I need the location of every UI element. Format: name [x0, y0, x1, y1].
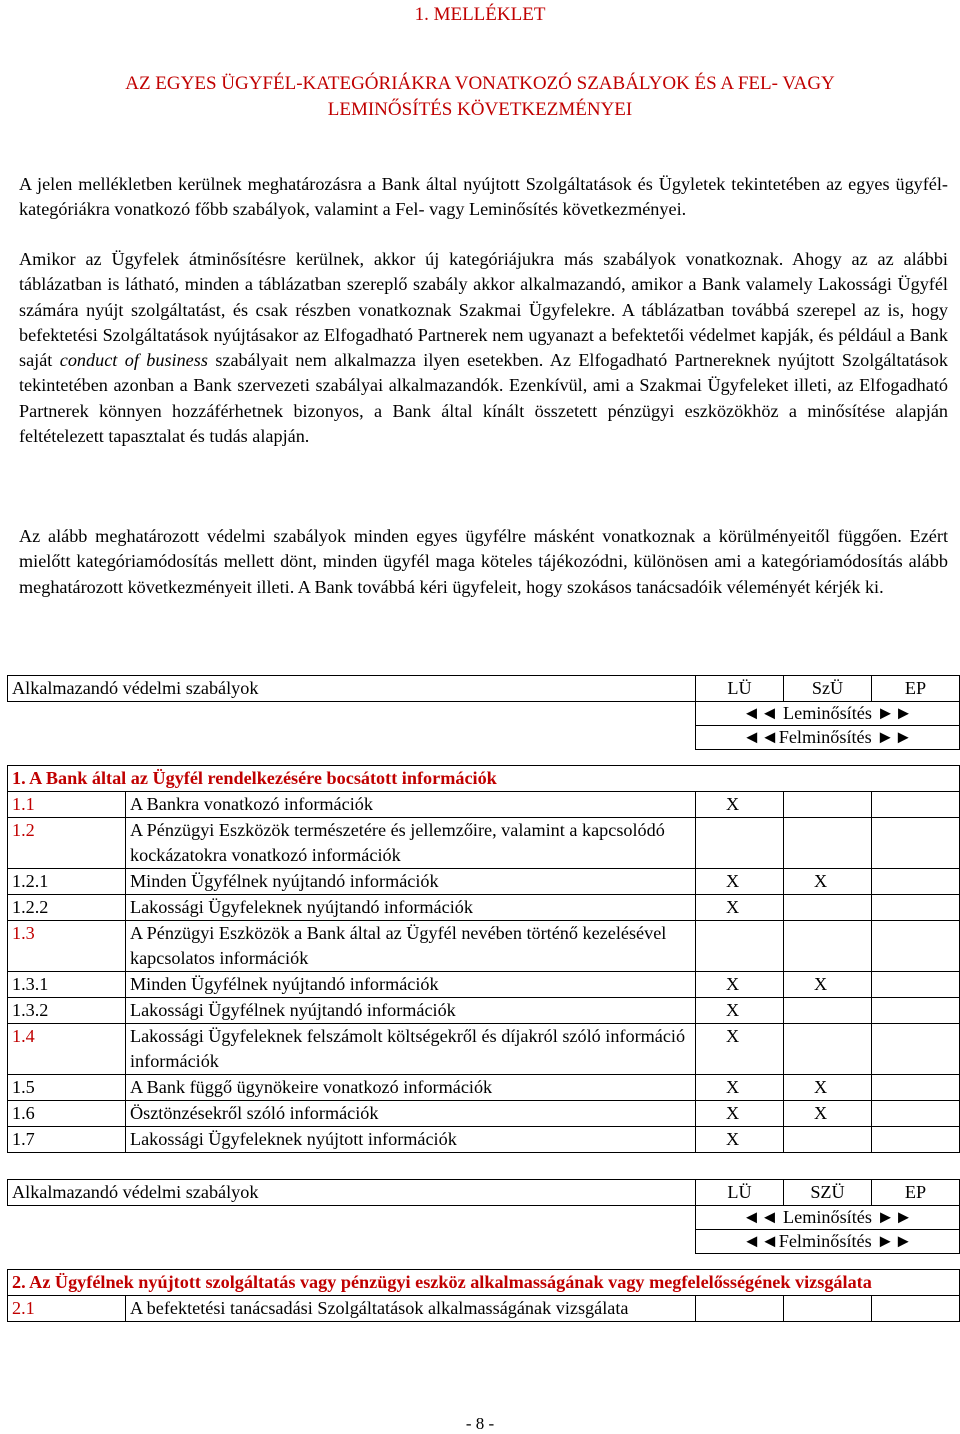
- row-number: 1.2.1: [8, 869, 126, 895]
- row-description: Lakossági Ügyfeleknek nyújtandó információk: [126, 895, 696, 921]
- table-row: [8, 972, 960, 998]
- row-lu-mark: X: [696, 792, 784, 818]
- row-ep-mark: [872, 895, 960, 921]
- table-row: [8, 1127, 960, 1153]
- main-title-line1: AZ EGYES ÜGYFÉL-KATEGÓRIÁKRA VONATKOZÓ SZABÁLYOK ÉS A FEL- VAGY: [125, 73, 835, 94]
- table-row: [8, 895, 960, 921]
- row-ep-mark: [872, 1075, 960, 1101]
- row-number: 1.4: [8, 1024, 126, 1075]
- row-lu-mark: X: [696, 1075, 784, 1101]
- row-description: Lakossági Ügyfeleknek nyújtott információk: [126, 1127, 696, 1153]
- rules-paragraph-lead: Amikor az Ügyfelek átminősítésre kerülnek, akkor új kategóriájukra más szabályok vonatkoznak.: [19, 249, 784, 269]
- row-ep-mark: [872, 1024, 960, 1075]
- table1-upgrade-label: ◄◄Felminősítés ►►: [696, 726, 960, 750]
- row-ep-mark: [872, 972, 960, 998]
- annex-title: 1. MELLÉKLET: [414, 4, 546, 25]
- row-number: 1.2: [8, 818, 126, 869]
- row-lu-mark: X: [696, 895, 784, 921]
- table1-downgrade-label: ◄◄ Leminősítés ►►: [696, 702, 960, 726]
- table1-col-ep: EP: [872, 676, 960, 702]
- row-ep-mark: [872, 792, 960, 818]
- row-number: 1.2.2: [8, 895, 126, 921]
- table1-header-label: Alkalmazandó védelmi szabályok: [8, 676, 696, 702]
- row-szu-mark: X: [784, 972, 872, 998]
- row-description: Ösztönzésekről szóló információk: [126, 1101, 696, 1127]
- row-lu-mark: X: [696, 1127, 784, 1153]
- row-lu-mark: X: [696, 1101, 784, 1127]
- row-szu-mark: [784, 1127, 872, 1153]
- table1-section-title: 1. A Bank által az Ügyfél rendelkezésére bocsátott információk: [8, 766, 960, 792]
- row-szu-mark: X: [784, 1101, 872, 1127]
- table2-col-ep: EP: [872, 1180, 960, 1206]
- row-ep-mark: [872, 818, 960, 869]
- rules-paragraph: [19, 247, 948, 449]
- row-ep-mark: [872, 921, 960, 972]
- advice-paragraph: Az alább meghatározott védelmi szabályok minden egyes ügyfélre másként vonatkoznak a körülményeitől függően. Ezért mielőtt kategóriamódosítás mellett dönt, minden ügyfél maga köteles tájékozódni, különösen ami a kategóriamódosítás alább meghatározott következményeit illeti. A Bank továbbá kéri ügyfeleit, hogy szokásos tanácsadóik véleményét kérjék ki.: [19, 526, 948, 597]
- row-description: A Pénzügyi Eszközök a Bank által az Ügyfél nevében történő kezelésével kapcsolatos információk: [126, 921, 696, 972]
- main-title: [0, 71, 960, 123]
- row-number: 1.3.2: [8, 998, 126, 1024]
- table2-header-label: Alkalmazandó védelmi szabályok: [8, 1180, 696, 1206]
- row-szu-mark: [784, 921, 872, 972]
- table-row: [8, 1024, 960, 1075]
- rules-paragraph-part-a: Ahogy az az alábbi táblázatban is látható, minden a táblázatban szereplő szabály akkor alkalmazandó, amikor a Bank valamely Lakossági Ügyfél számára nyújt szolgáltatást, és csak részben vonatkoznak Szakmai Ügyfelekre. A táblázatban továbbá szerepel az is, hogy befektetési Szolgáltatások nyújtásakor az Elfogadható Partnerek nem ugyanazt a befektetői védelmet kapják, és például a Bank saját: [19, 249, 948, 371]
- table-row: [8, 1101, 960, 1127]
- protection-rules-table-1: [7, 675, 960, 1153]
- table-row: [8, 818, 960, 869]
- table1-col-lu: LÜ: [696, 676, 784, 702]
- table-row: [8, 869, 960, 895]
- row-szu-mark: X: [784, 1075, 872, 1101]
- row-lu-mark: [696, 818, 784, 869]
- table2-downgrade-label: ◄◄ Leminősítés ►►: [696, 1206, 960, 1230]
- row-szu-mark: [784, 1024, 872, 1075]
- row-ep-mark: [872, 998, 960, 1024]
- table1-col-szu: SzÜ: [784, 676, 872, 702]
- protection-rules-table-2: [7, 1179, 960, 1322]
- row-szu-mark: [784, 792, 872, 818]
- row-ep-mark: [872, 1101, 960, 1127]
- table-row: [8, 998, 960, 1024]
- table-row: [8, 792, 960, 818]
- row-lu-mark: X: [696, 998, 784, 1024]
- row-ep-mark: [872, 1296, 960, 1322]
- row-description: Lakossági Ügyfeleknek felszámolt költségekről és díjakról szóló információ információk: [126, 1024, 696, 1075]
- table-row: [8, 921, 960, 972]
- row-lu-mark: X: [696, 869, 784, 895]
- table2-col-szu: SZÜ: [784, 1180, 872, 1206]
- page-number: - 8 -: [465, 1414, 495, 1433]
- row-lu-mark: [696, 921, 784, 972]
- row-szu-mark: X: [784, 869, 872, 895]
- row-description: A Pénzügyi Eszközök természetére és jellemzőire, valamint a kapcsolódó kockázatokra vonatkozó információk: [126, 818, 696, 869]
- row-description: A Bank függő ügynökeire vonatkozó információk: [126, 1075, 696, 1101]
- row-ep-mark: [872, 869, 960, 895]
- main-title-line2: LEMINŐSÍTÉS KÖVETKEZMÉNYEI: [327, 99, 633, 120]
- row-description: A befektetési tanácsadási Szolgáltatások alkalmasságának vizsgálata: [126, 1296, 696, 1322]
- row-szu-mark: [784, 818, 872, 869]
- rules-paragraph-part-b: szabályait nem alkalmazza ilyen esetekben. Az Elfogadható Partnereknek nyújtott Szolgáltatások tekintetében azonban a Bank szervezeti szabályai alkalmazandók. Ezenkívül, ami a Szakmai Ügyfeleket illeti, az Elfogadható Partnerek könnyen hozzáférhetnek bizonyos, a Bank által kínált összetett pénzügyi eszközökhöz a minősítése alapján feltételezett tapasztalat és tudás alapján.: [19, 350, 948, 447]
- row-description: A Bankra vonatkozó információk: [126, 792, 696, 818]
- row-description: Lakossági Ügyfélnek nyújtandó információk: [126, 998, 696, 1024]
- row-number: 1.5: [8, 1075, 126, 1101]
- intro-paragraph: A jelen mellékletben kerülnek meghatározásra a Bank által nyújtott Szolgáltatások és Ügyletek tekintetében az egyes ügyfél-kategóriákra vonatkozó főbb szabályok, valamint a Fel- vagy Leminősítés következményei.: [19, 174, 948, 220]
- table-row: [8, 1296, 960, 1322]
- row-number: 1.3.1: [8, 972, 126, 998]
- row-szu-mark: [784, 1296, 872, 1322]
- table2-col-lu: LÜ: [696, 1180, 784, 1206]
- row-szu-mark: [784, 998, 872, 1024]
- row-number: 1.1: [8, 792, 126, 818]
- row-szu-mark: [784, 895, 872, 921]
- row-description: Minden Ügyfélnek nyújtandó információk: [126, 869, 696, 895]
- row-lu-mark: X: [696, 1024, 784, 1075]
- row-number: 2.1: [8, 1296, 126, 1322]
- row-number: 1.6: [8, 1101, 126, 1127]
- row-lu-mark: [696, 1296, 784, 1322]
- table2-upgrade-label: ◄◄Felminősítés ►►: [696, 1230, 960, 1254]
- table2-section-title: 2. Az Ügyfélnek nyújtott szolgáltatás vagy pénzügyi eszköz alkalmasságának vagy megfelelősségének vizsgálata: [8, 1270, 960, 1296]
- table-row: [8, 1075, 960, 1101]
- row-ep-mark: [872, 1127, 960, 1153]
- row-lu-mark: X: [696, 972, 784, 998]
- row-description: Minden Ügyfélnek nyújtandó információk: [126, 972, 696, 998]
- row-number: 1.7: [8, 1127, 126, 1153]
- conduct-of-business-term: conduct of business: [59, 350, 208, 371]
- row-number: 1.3: [8, 921, 126, 972]
